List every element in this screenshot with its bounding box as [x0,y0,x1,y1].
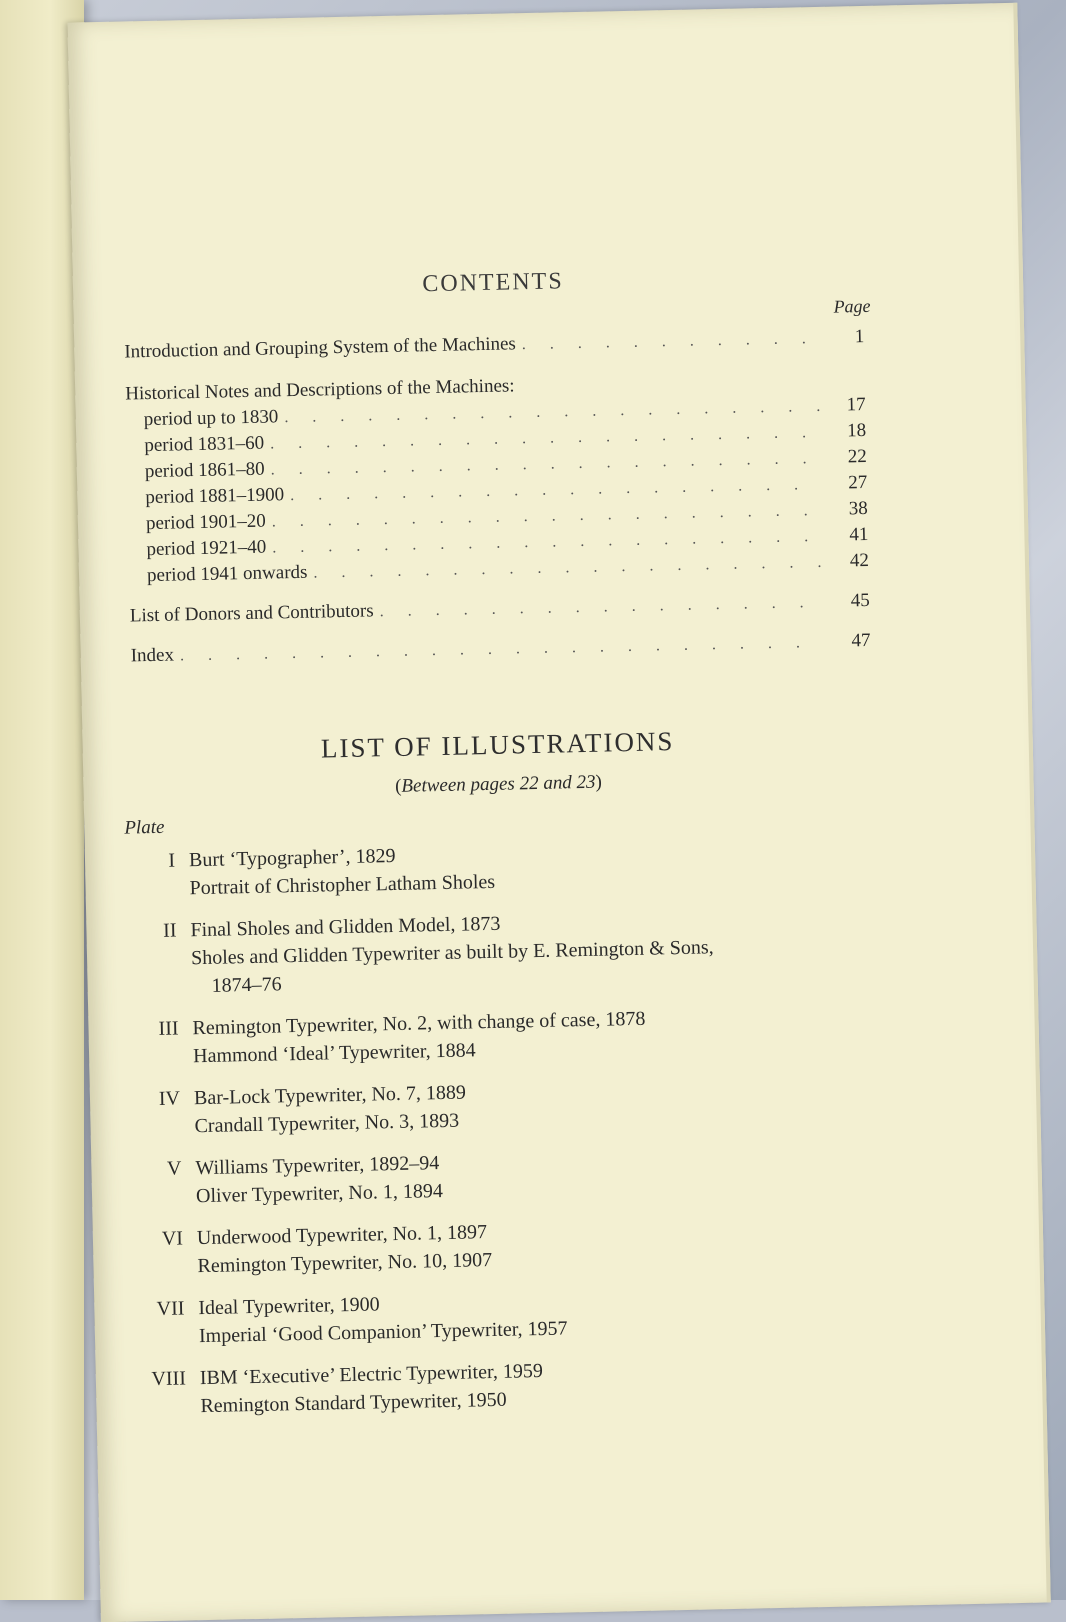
plate-item: Sholes and Glidden Typewriter as built by E. Remington & Sons, [190,936,714,970]
toc-entry-label: period 1831–60 [144,432,265,457]
toc-entry-label: period up to 1830 [143,406,279,431]
dot-leader [180,630,825,669]
plate-item: Ideal Typewriter, 1900 [198,1293,380,1320]
plate-number: V [166,1157,182,1180]
dot-leader [522,326,819,358]
contents-title: CONTENTS [422,268,564,298]
toc-entry-page: 17 [846,393,866,416]
plate-item: Remington Typewriter, No. 2, with change of case, 1878 [192,1007,646,1040]
toc-entry-page: 41 [849,523,869,546]
plate-item: 1874–76 [211,973,282,997]
toc-entry-page: 1 [854,326,865,348]
toc-entry-page: 22 [847,445,867,468]
toc-entry [130,628,870,669]
plate-entry [106,902,868,1002]
plate-entry [111,1140,872,1212]
subtitle-open-paren: ( [394,775,402,797]
plate-item: Portrait of Christopher Latham Sholes [189,870,496,900]
plate-entry [105,832,866,904]
plate-number: VIII [151,1367,187,1391]
toc-entry-page: 42 [849,549,870,572]
plate-number: II [162,919,177,942]
illustrations-title: LIST OF ILLUSTRATIONS [320,726,675,764]
toc-entry [124,324,864,365]
plate-item: Hammond ‘Ideal’ Typewriter, 1884 [192,1039,476,1068]
plate-entry [108,1000,869,1072]
plate-entry [113,1210,874,1282]
plate-number: IV [158,1087,181,1110]
plate-number: VII [156,1297,185,1321]
toc-entry-label: period 1881–1900 [145,484,285,509]
plate-number: I [168,849,176,872]
plate-item: Final Sholes and Glidden Model, 1873 [190,912,501,942]
plate-item: Oliver Typewriter, No. 1, 1894 [195,1180,444,1208]
toc-entry-label: List of Donors and Contributors [129,600,374,627]
toc-entry-label: period 1941 onwards [146,561,308,587]
plate-number: VI [161,1227,184,1250]
plates-list [105,832,877,1436]
plate-item: IBM ‘Executive’ Electric Typewriter, 1959 [199,1359,544,1390]
plate-number: III [158,1017,179,1040]
plate-item: Williams Typewriter, 1892–94 [195,1152,440,1180]
toc-entry-label: Index [130,644,175,667]
toc-entry-label: period 1901–20 [145,510,266,535]
plate-item: Burt ‘Typographer’, 1829 [188,844,396,872]
plate-column-label: Plate [124,816,165,839]
toc-entry-label: period 1861–80 [144,458,265,483]
toc-entry-label: period 1921–40 [146,536,267,561]
plate-item: Underwood Typewriter, No. 1, 1897 [196,1221,488,1250]
subtitle-text: Between pages 22 and 23 [401,771,596,797]
toc-entry-page: 47 [851,629,871,652]
toc-entry-label: Introduction and Grouping System of the Machines [124,333,517,363]
toc-entry [130,588,870,629]
illustrations-subtitle [83,765,913,804]
plate-item: Remington Standard Typewriter, 1950 [200,1388,507,1418]
plate-item: Bar-Lock Typewriter, No. 7, 1889 [193,1081,467,1110]
page-column-label: Page [833,295,871,317]
plate-item: Imperial ‘Good Companion’ Typewriter, 1957 [198,1317,568,1348]
subtitle-close-paren: ) [595,771,603,793]
plate-item: Remington Typewriter, No. 10, 1907 [197,1249,493,1278]
plate-item: Crandall Typewriter, No. 3, 1893 [194,1109,460,1138]
plate-entry [116,1350,877,1422]
toc-entry-page: 18 [846,419,867,442]
toc-section-heading: Historical Notes and Descriptions of the Machines: [125,375,515,405]
contents-list [124,324,871,669]
book-page [67,3,1050,1622]
dot-leader [379,590,824,625]
toc-entry-page: 38 [848,497,869,520]
plate-entry [110,1070,871,1142]
toc-entry-page: 27 [848,471,868,494]
plate-entry [114,1280,875,1352]
toc-entry-page: 45 [850,589,870,612]
